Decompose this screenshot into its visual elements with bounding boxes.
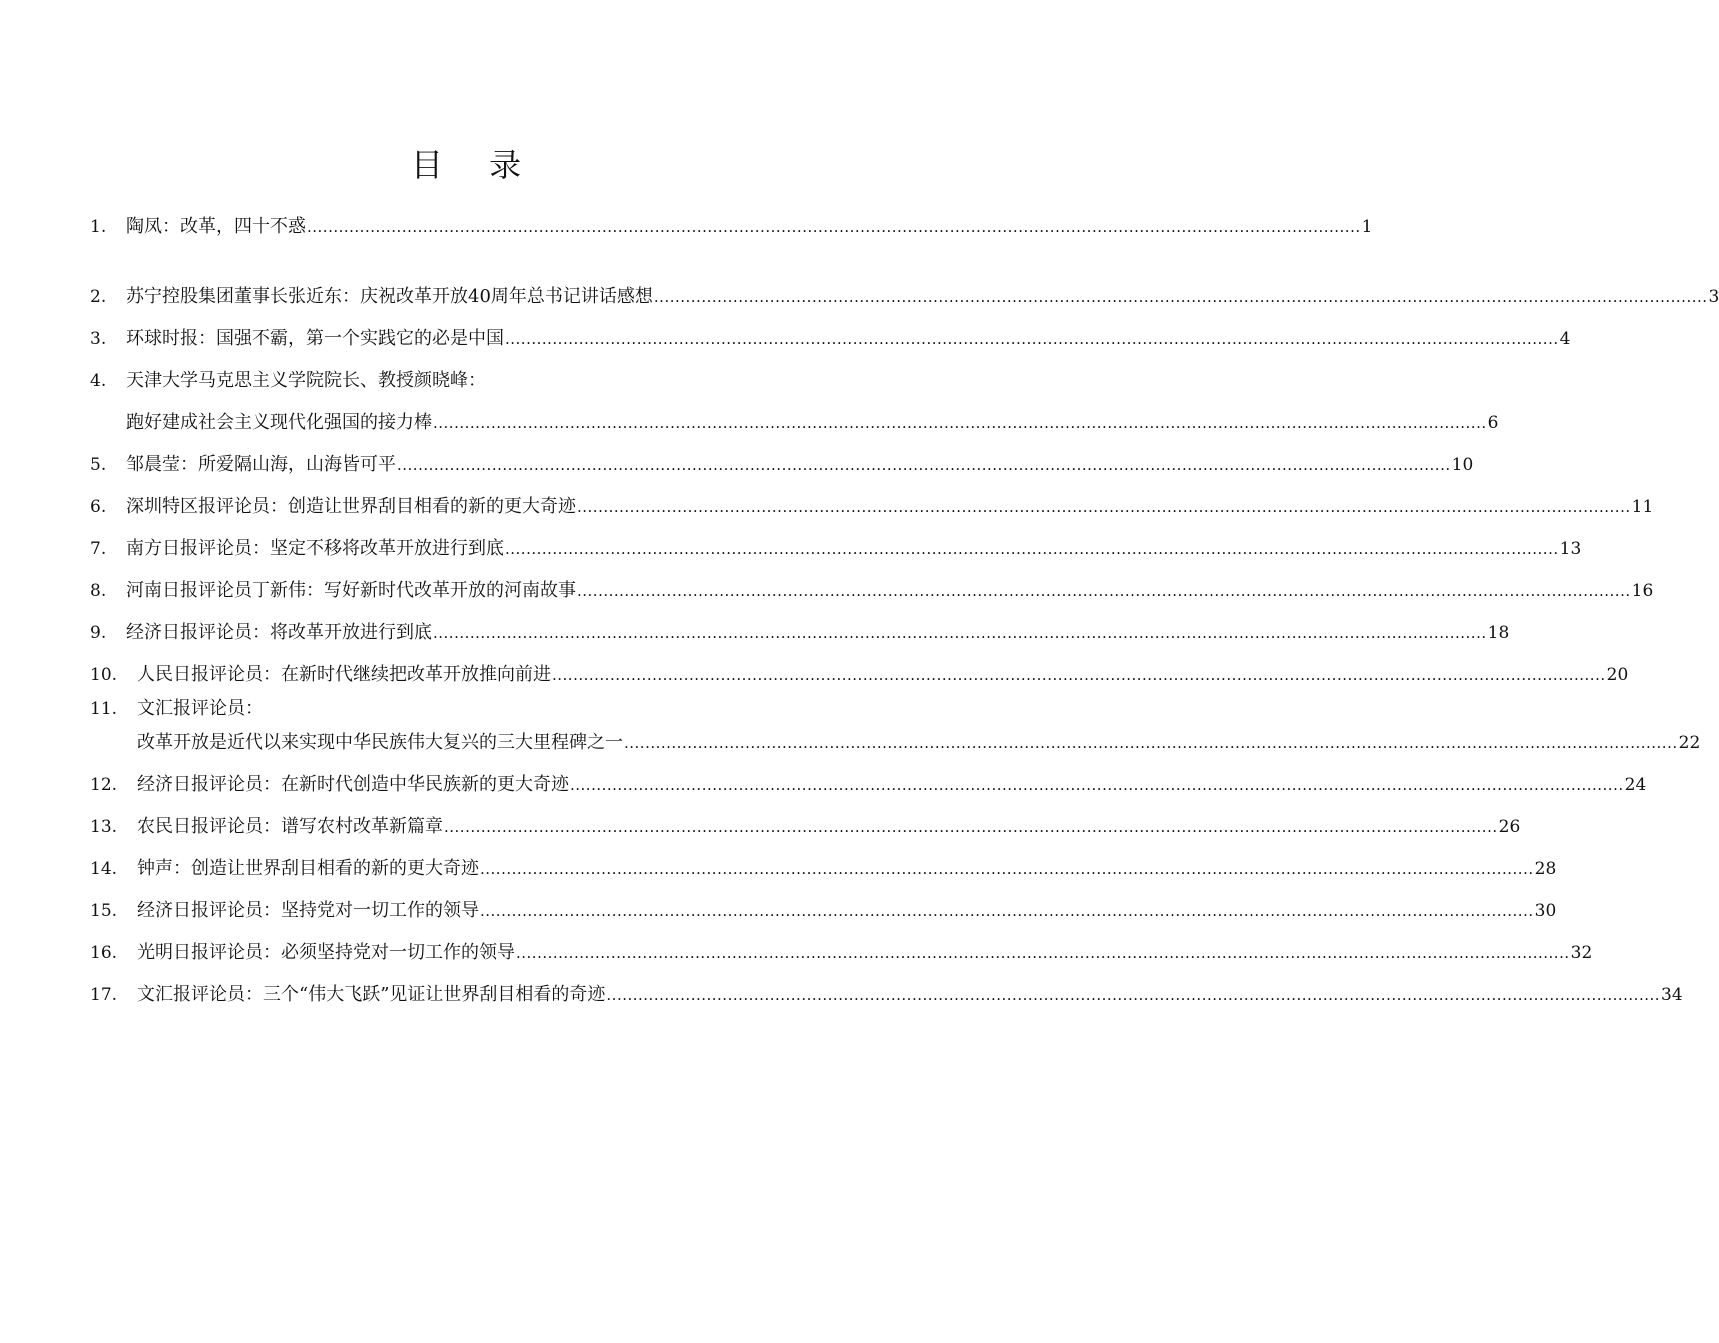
toc-entry [0,212,1373,242]
toc-dot-leader: ........................................................................................................................................................................................................ [653,288,1708,306]
toc-entry [0,282,1719,312]
toc-page-number: 32 [1570,943,1593,963]
toc-page-number: 16 [1631,581,1654,601]
toc-entry [0,576,1654,606]
toc-entry-title: 深圳特区报评论员：创造让世界刮目相看的新的更大奇迹 [126,496,576,517]
toc-entry-number: 15. [90,901,118,921]
toc-page-number: 22 [1678,733,1701,753]
toc-page-number: 28 [1534,859,1557,879]
toc-entry-number: 11. [90,699,118,719]
toc-entry-number: 17. [90,985,118,1005]
toc-entry [0,770,1647,800]
toc-entry-number: 10. [90,665,118,685]
toc-entry [0,618,1510,648]
toc-entry-number: 14. [90,859,118,879]
toc-dot-leader: ........................................................................................................................................................................................................ [516,944,1570,962]
toc-page-number: 20 [1606,665,1629,685]
toc-page-number: 10 [1451,455,1474,475]
toc-entry-number: 13. [90,817,118,837]
toc-entry-title: 南方日报评论员：坚定不移将改革开放进行到底 [126,538,504,559]
toc-entry [0,450,1474,480]
toc-page-number: 24 [1624,775,1647,795]
toc-entry [0,324,1571,354]
toc-entry-title: 人民日报评论员：在新时代继续把改革开放推向前进 [137,664,551,685]
toc-entry-title: 河南日报评论员丁新伟：写好新时代改革开放的河南故事 [126,580,576,601]
toc-page-number: 18 [1487,623,1510,643]
toc-entry-number: 12. [90,775,118,795]
toc-dot-leader: ........................................................................................................................................................................................................ [577,498,1631,516]
toc-entry-number: 16. [90,943,118,963]
toc-entry [0,938,1593,968]
toc-entry [0,980,1683,1010]
toc-entry-title: 钟声：创造让世界刮目相看的新的更大奇迹 [137,858,479,879]
toc-entry [0,408,1499,438]
toc-entry [0,854,1557,884]
toc-entry-title: 苏宁控股集团董事长张近东：庆祝改革开放40周年总书记讲话感想 [126,286,653,307]
toc-entry-number: 4. [90,371,107,391]
toc-page-number: 11 [1631,497,1654,517]
toc-dot-leader: ........................................................................................................................................................................................................ [397,456,1451,474]
toc-entry-title: 经济日报评论员：将改革开放进行到底 [126,622,432,643]
toc-entry-title: 经济日报评论员：在新时代创造中华民族新的更大奇迹 [137,774,569,795]
toc-dot-leader: ........................................................................................................................................................................................................ [570,776,1624,794]
toc-dot-leader: ........................................................................................................................................................................................................ [505,540,1559,558]
toc-entry-title-line1: 天津大学马克思主义学院院长、教授颜晓峰： [126,370,486,391]
toc-dot-leader: ........................................................................................................................................................................................................ [624,734,1678,752]
toc-entry-title: 文汇报评论员：三个“伟大飞跃”见证让世界刮目相看的奇迹 [137,984,606,1005]
toc-dot-leader: ........................................................................................................................................................................................................ [552,666,1606,684]
toc-entry-title: 跑好建成社会主义现代化强国的接力棒 [126,412,432,433]
toc-entry [0,812,1521,842]
toc-dot-leader: ........................................................................................................................................................................................................ [444,818,1498,836]
page-title: 目 录 [410,146,540,184]
toc-entry-title: 农民日报评论员：谱写农村改革新篇章 [137,816,443,837]
toc-entry-number: 2. [90,287,107,307]
toc-entry-title: 经济日报评论员：坚持党对一切工作的领导 [137,900,479,921]
toc-dot-leader: ........................................................................................................................................................................................................ [433,414,1487,432]
toc-page-number: 4 [1559,329,1571,349]
toc-entry-title: 光明日报评论员：必须坚持党对一切工作的领导 [137,942,515,963]
toc-entry [0,896,1557,926]
toc-page-number: 13 [1559,539,1582,559]
toc-dot-leader: ........................................................................................................................................................................................................ [307,218,1361,236]
toc-entry [0,534,1582,564]
toc-entry-number: 5. [90,455,107,475]
toc-entry [0,366,950,396]
toc-entry-number: 1. [90,217,107,237]
toc-page-number: 3 [1708,287,1719,307]
toc-entry-title: 邹晨莹：所爱隔山海，山海皆可平 [126,454,396,475]
toc-dot-leader: ........................................................................................................................................................................................................ [433,624,1487,642]
toc-entry [0,492,1654,522]
toc-entry-title-line1: 文汇报评论员： [137,698,263,719]
toc-page-number: 34 [1661,985,1683,1005]
toc-entry-number: 7. [90,539,107,559]
toc-entry [0,728,1701,758]
toc-entry-title: 环球时报：国强不霸，第一个实践它的必是中国 [126,328,504,349]
toc-dot-leader: ........................................................................................................................................................................................................ [480,902,1534,920]
toc-entry-number: 6. [90,497,107,517]
toc-entry [0,694,950,724]
toc-page-number: 1 [1361,217,1373,237]
toc-entry [0,660,1629,690]
toc-entry-title: 陶凤：改革，四十不惑 [126,216,306,237]
toc-entry-number: 8. [90,581,107,601]
toc-entry-number: 9. [90,623,107,643]
toc-page-number: 6 [1487,413,1499,433]
toc-entry-number: 3. [90,329,107,349]
toc-dot-leader: ........................................................................................................................................................................................................ [480,860,1534,878]
toc-page-number: 26 [1498,817,1521,837]
toc-entry-title: 改革开放是近代以来实现中华民族伟大复兴的三大里程碑之一 [137,732,623,753]
toc-page-number: 30 [1534,901,1557,921]
toc-dot-leader: ........................................................................................................................................................................................................ [606,986,1661,1004]
toc-dot-leader: ........................................................................................................................................................................................................ [577,582,1631,600]
toc-dot-leader: ........................................................................................................................................................................................................ [505,330,1559,348]
